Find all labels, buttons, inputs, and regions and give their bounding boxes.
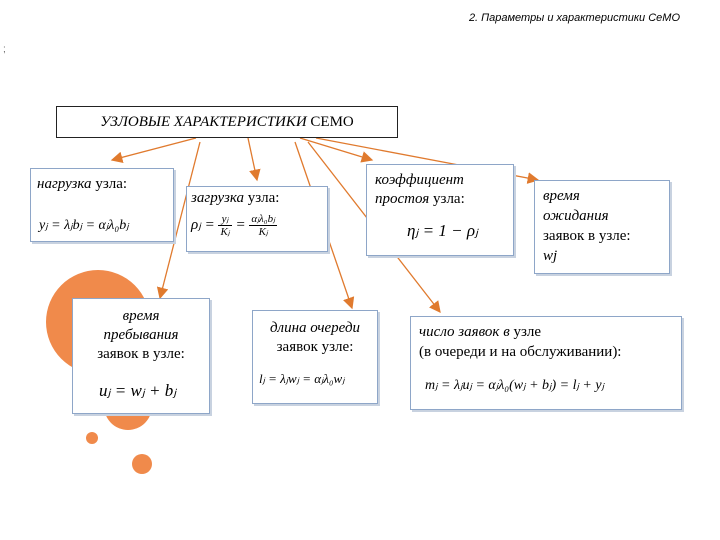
arrow-to-load bbox=[112, 138, 196, 160]
node-load bbox=[30, 168, 174, 242]
diagram-title bbox=[56, 106, 398, 138]
node-queue bbox=[252, 310, 378, 404]
util-frac1: $\frac{\text{yⱼ}}{\text{Kⱼ}}$ bbox=[220, 213, 230, 238]
side-mark: ; bbox=[3, 44, 6, 55]
util-label-italic: загрузка bbox=[191, 190, 244, 206]
wait-label-line2: ожидания bbox=[543, 208, 609, 224]
stay-label-line1: время bbox=[122, 308, 160, 324]
node-stay bbox=[72, 298, 210, 414]
node-idle bbox=[366, 164, 514, 256]
count-label-plain: узле bbox=[509, 324, 542, 340]
util-label-plain: узла: bbox=[243, 190, 280, 206]
idle-label-italic: простоя bbox=[375, 191, 430, 207]
load-label-italic: нагрузка bbox=[37, 176, 92, 192]
node-count bbox=[410, 316, 682, 410]
title-italic: УЗЛОВЫЕ ХАРАКТЕРИСТИКИ bbox=[100, 113, 307, 130]
idle-label-plain: узла: bbox=[429, 191, 465, 207]
arrow-to-util bbox=[248, 138, 257, 180]
queue-formula: lⱼ = λⱼwⱼ = αⱼλ₀wⱼ bbox=[259, 371, 345, 386]
node-wait bbox=[534, 180, 670, 274]
idle-formula: ηⱼ = 1 − ρⱼ bbox=[407, 221, 478, 240]
title-plain: СЕМО bbox=[310, 113, 354, 130]
idle-label-line1: коэффициент bbox=[375, 172, 464, 188]
stay-formula: uⱼ = wⱼ + bⱼ bbox=[99, 381, 177, 400]
wait-label-line1: время bbox=[543, 188, 580, 204]
count-formula: mⱼ = λⱼuⱼ = αⱼλ₀(wⱼ + bⱼ) = lⱼ + yⱼ bbox=[425, 378, 605, 393]
queue-label-line2: заявок узле: bbox=[276, 339, 354, 355]
count-label-italic: число заявок в bbox=[419, 324, 510, 340]
queue-label-line1: длина очереди bbox=[269, 320, 361, 336]
util-formula bbox=[191, 213, 277, 238]
util-formula-eq: = bbox=[235, 216, 246, 233]
wait-label-line3: заявок в узле: bbox=[543, 228, 631, 244]
count-label-line2: (в очереди и на обслуживании): bbox=[419, 344, 622, 360]
load-label-plain: узла: bbox=[91, 176, 128, 192]
node-util bbox=[186, 186, 328, 252]
stay-label-line2: пребывания bbox=[103, 327, 179, 343]
util-frac2: $\frac{\text{αⱼλ₀bⱼ}}{\text{Kⱼ}}$ bbox=[251, 213, 276, 238]
slide-header: 2. Параметры и характеристики СеМО bbox=[468, 12, 680, 24]
wait-label-line4: wj bbox=[543, 248, 558, 264]
load-formula: yⱼ = λⱼbⱼ = αⱼλ₀bⱼ bbox=[39, 218, 129, 233]
util-formula-lhs: ρⱼ = bbox=[191, 216, 215, 233]
stay-label-line3: заявок в узле: bbox=[97, 346, 185, 362]
